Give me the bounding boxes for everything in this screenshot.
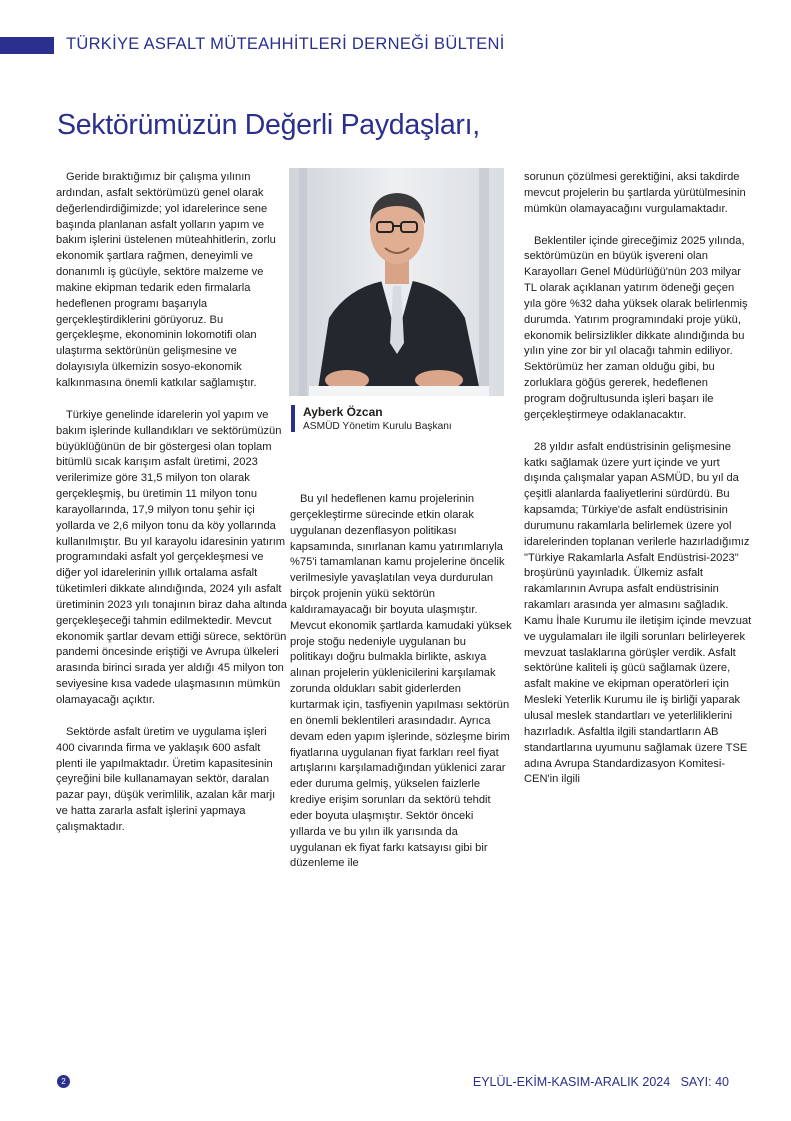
header-accent-bar xyxy=(0,37,54,54)
issue-label: EYLÜL-EKİM-KASIM-ARALIK 2024 SAYI: 40 xyxy=(472,1075,729,1089)
paragraph: Beklentiler içinde gireceğimiz 2025 yılında, sektörümüzün en büyük işvereni olan Karayolları Genel Müdürlüğü'nün 203 milyar TL olarak açıklanan yatırım ödeneği geçen yıla göre %32 daha yüksek olarak belirlenmiş durumda. Yatırım programındaki proje yükü, ekonomik belirsizlikler dikkate alındığında bu yılın yine zor bir yıl olacağı tahmin ediliyor. Sektörümüz her zaman olduğu gibi, bu zorluklara göğüs gererek, hedeflenen program doğrultusunda işleri başarı ile gerçekleştirmeye odaklanacaktır. xyxy=(524,234,748,421)
paragraph: Bu yıl hedeflenen kamu projelerinin gerçekleştirme sürecinde etkin olarak uygulanan dezenflasyon politikası kapsamında, sınırlanan kamu yatırımlarıyla %75'i tamamlanan kamu projelerine öncelik verilmesiyle yavaşlatılan veya durdurulan birçok projenin yükü sektörün kaldıramayacağı bir boyuta ulaşmıştır. Mevcut ekonomik şartlarda kamudaki yüksek proje stoğu nedeniyle uygulanan bu politikayı doğru bulmakla birlikte, askıya alınan projelerin yüklenicilerini karşılamak zorunda oldukları sabit giderlerden kurtarmak için, tasfiyenin yapılması sektörün en önemli beklentileri arasındadır. Ayrıca devam eden yapım işlerinde, sözleşme birim fiyatlarına uygulanan fiyat farkları reel fiyat artışlarını karşılamadığından yüklenici zarar eder duruma gelmiş, yükselen faizlerle krediye erişim sorunları da sektörü tehdit eder boyuta ulaşmıştır. Sektör önceki yıllarda ve bu yılın ilk yarısında da uygulanan ek fiyat farkı katsayısı gibi bir düzenleme ile xyxy=(290,493,512,870)
paragraph: Geride bıraktığımız bir çalışma yılının ardından, asfalt sektörümüzü genel olarak değerlendirdiğimizde; yol idarelerince sene başında planlanan asfalt yolların yapım ve bakım işlerini üstelenen müteahhitlerin, zorlu ekonomik şartlara rağmen, deneyimli ve donanımlı iş gücüyle, sektöre malzeme ve makine ekipman tedarik eden firmalarla hedeflenen programı başarıyla gerçekleştirdiklerini görüyoruz. Bu gerçekleşme, ekonominin lokomotifi olan ulaştırma sektörünün gelişmesine ve dolayısıyla ülkemizin sosyo-ekonomik kalkınmasına önemli katkılar sağlamıştır. xyxy=(56,171,276,389)
portrait-photo xyxy=(289,168,504,396)
portrait-illustration xyxy=(289,168,504,396)
article-column-3 xyxy=(524,170,752,804)
page-number: 2 xyxy=(57,1075,70,1088)
caption-role: ASMÜD Yönetim Kurulu Başkanı xyxy=(303,421,452,432)
bulletin-title: TÜRKİYE ASFALT MÜTEAHHİTLERİ DERNEĞİ BÜLTENİ xyxy=(66,35,505,53)
paragraph: sorunun çözülmesi gerektiğini, aksi takdirde mevcut projelerin bu şartlarda yürütülmesinin mümkün olamayacağını vurgulamaktadır. xyxy=(524,171,746,215)
caption-accent-bar xyxy=(291,405,295,432)
paragraph: Sektörde asfalt üretim ve uygulama işleri 400 civarında firma ve yaklaşık 600 asfalt plenti ile yapılmaktadır. Üretim kapasitesinin çeyreğini bile kullanamayan sektör, daralan pazar payı, düşük verimlilik, azalan kâr marjı ve hatta zararla asfalt işlerini yapmaya çalışmaktadır. xyxy=(56,725,276,833)
paragraph: Türkiye genelinde idarelerin yol yapım ve bakım işlerinde kullandıkları ve sektörümüzün büyüklüğünün de bir göstergesi olan toplam bitümlü sıcak karışım asfalt üretimi, 2023 verilerimize göre 31,5 milyon ton olarak gerçekleşmiş, bu üretimin 11 milyon tonu karayollarında, 17,9 milyon tonu şehir içi yollarda ve 2,6 milyon tonu da köy yollarında kullanılmıştır. Bu yıl karayolu idaresinin yatırım programındaki asfalt yol gerçekleşmesi ve diğer yol idarelerinin yıllık ortalama asfalt tüketimleri dikkate alındığında, 2024 yılı asfalt üretiminin 2023 yılı tonajının biraz daha altında gerçekleşeceği tahmin edilmektedir. Mevcut ekonomik şartlar devam ettiği sürece, sektörün pandemi öncesinde eriştiği ve Avrupa ülkeleri arasında birinci sırada yer aldığı 45 milyon ton seviyesine kısa vadede ulaşmasının mümkün olamayacağı açıktır. xyxy=(56,408,288,706)
article-column-1 xyxy=(56,170,288,852)
caption-name: Ayberk Özcan xyxy=(303,405,383,419)
page-title: Sektörümüzün Değerli Paydaşları, xyxy=(57,109,480,141)
article-column-2 xyxy=(290,492,512,888)
paragraph: 28 yıldır asfalt endüstrisinin gelişmesine katkı sağlamak üzere yurt içinde ve yurt dışında çalışmalar yapan ASMÜD, bu yıl da çeşitli alanlarda faaliyetlerini sürdürdü. Bu kapsamda; Türkiye'de asfalt endüstrisinin durumunu rakamlarla belirlemek üzere yol idarelerinden toplanan verilerle hazırladığımız "Türkiye Rakamlarla Asfalt Endüstrisi-2023" broşürünü yayınladık. Ülkemiz asfalt rakamlarının Avrupa asfalt endüstrisinin rakamları arasında yer almasını sağladık. Kamu İhale Kurumu ile iletişim içinde mevzuat ve uygulamaları ile ilgili sorunları belirleyerek mevzuat taslaklarına görüşler verdik. Asfalt sektörüne kaliteli iş gücü sağlamak üzere, asfalt makine ve ekipman operatörleri için Mesleki Yeterlik Kurumu ile iş birliği yaparak ulusal meslek standartları ve yeterliliklerini hazırladık. Asfaltla ilgili standartların AB standartlarına uyumunu sağlamak üzere TSE adına Avrupa Standardizasyon Komitesi-CEN'in ilgili xyxy=(524,440,752,786)
